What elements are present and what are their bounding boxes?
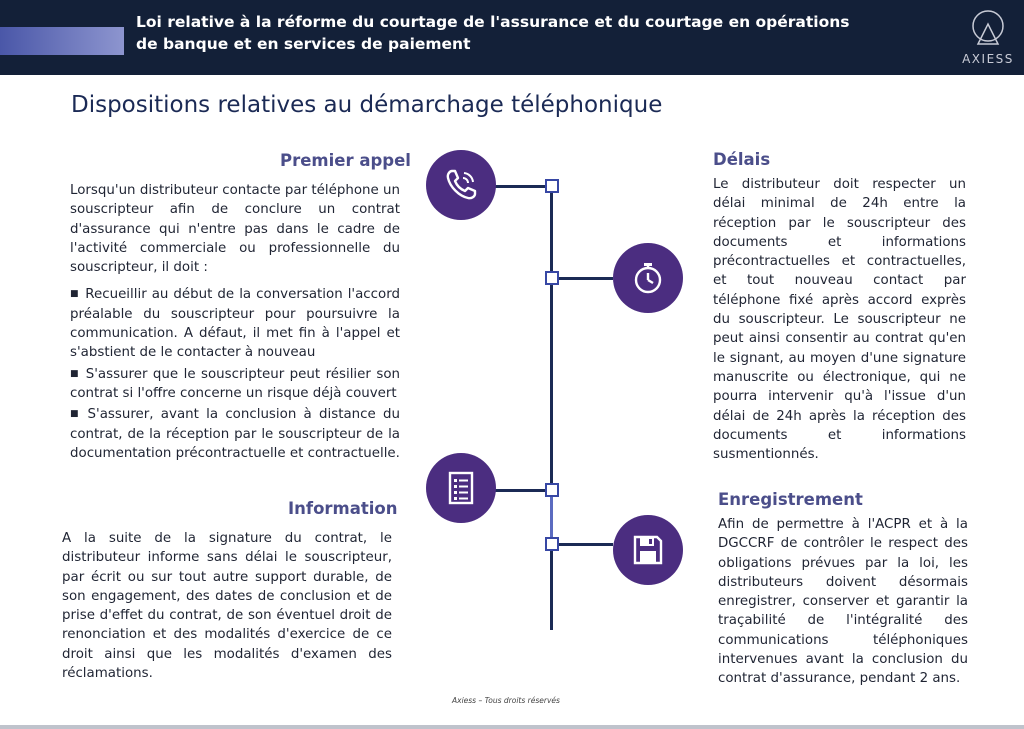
connector-stopwatch xyxy=(553,277,613,280)
bullet-square-icon: ■ xyxy=(70,368,80,379)
phone-circle xyxy=(426,150,496,220)
enregistrement-text: Afin de permettre à l'ACPR et à la DGCCRF de contrôler le respect des obligations prévues par la loi, les distributeurs doivent désormais enregistrer, conserver et garantir la traçabilité de l'intégralité des communications téléphoniques intervenues avant la conclusion du contrat d'assurance, pendant 2 ans. xyxy=(718,517,968,687)
bullet-square-icon: ■ xyxy=(70,409,82,420)
timeline-node xyxy=(545,483,559,497)
premier-appel-block xyxy=(70,181,400,465)
delais-text: Le distributeur doit respecter un délai minimal de 24h entre la réception par le souscripteur des documents et informations précontractuelles et contractuelles, et tout nouveau contact par téléphone fixé après accord exprès du souscripteur. Le souscripteur ne peut ainsi consentir au contrat qu'en le signant, au moyen d'une signature manuscrite ou électronique, qui ne pourra intervenir qu'à l'issue d'un délai de 24h après la réception des documents et informations susmentionnés. xyxy=(713,177,966,463)
list-item: ■ S'assurer, avant la conclusion à distance du contrat, de la réception par le souscripteur de la documentation précontractuelle et contractuelle. xyxy=(70,407,400,461)
enregistrement-heading: Enregistrement xyxy=(718,490,863,509)
connector-floppy xyxy=(553,543,613,546)
premier-appel-intro: Lorsqu'un distributeur contacte par téléphone un souscripteur afin de conclure un contrat d'assurance qui n'entre pas dans le cadre de l'activité commerciale ou professionnelle du souscripteur, il doit : xyxy=(70,183,400,276)
document-list-icon xyxy=(443,470,479,506)
stopwatch-circle xyxy=(613,243,683,313)
bottom-bar xyxy=(0,725,1024,729)
document-circle xyxy=(426,453,496,523)
logo-text: AXIESS xyxy=(962,52,1014,66)
information-heading: Information xyxy=(288,499,398,518)
axiess-logo xyxy=(958,6,1018,70)
timeline-node xyxy=(545,537,559,551)
timeline-line xyxy=(550,184,553,630)
header-accent-bar xyxy=(0,27,124,55)
stopwatch-icon xyxy=(630,260,666,296)
delais-heading: Délais xyxy=(713,150,771,169)
list-item: ■ S'assurer que le souscripteur peut résilier son contrat si l'offre concerne un risque déjà couvert xyxy=(70,366,400,401)
premier-appel-bullets xyxy=(70,285,400,463)
timeline-node xyxy=(545,179,559,193)
axiess-logo-icon xyxy=(958,6,1018,52)
timeline-node xyxy=(545,271,559,285)
floppy-circle xyxy=(613,515,683,585)
bullet-square-icon: ■ xyxy=(70,289,80,300)
phone-icon xyxy=(443,167,479,203)
header-title: Loi relative à la réforme du courtage de l'assurance et du courtage en opérations de banque et en services de paiement xyxy=(136,13,850,53)
information-text: A la suite de la signature du contrat, le distributeur informe sans délai le souscripteur, par écrit ou sur tout autre support durable, de son engagement, des dates de conclusion et de prise d'effet du contrat, de son éventuel droit de renonciation et des modalités d'exercice de ce droit ainsi que les modalités d'examen des réclamations. xyxy=(62,531,392,682)
premier-appel-heading: Premier appel xyxy=(280,151,411,170)
list-item: ■ Recueillir au début de la conversation l'accord préalable du souscripteur pour poursuivre la communication. A défaut, il met fin à l'appel et s'abstient de le contacter à nouveau xyxy=(70,287,400,361)
footer-copyright: Axiess – Tous droits réservés xyxy=(452,696,560,705)
floppy-disk-icon xyxy=(630,532,666,568)
header-bar xyxy=(0,0,1024,75)
page-title: Dispositions relatives au démarchage téléphonique xyxy=(71,92,663,118)
